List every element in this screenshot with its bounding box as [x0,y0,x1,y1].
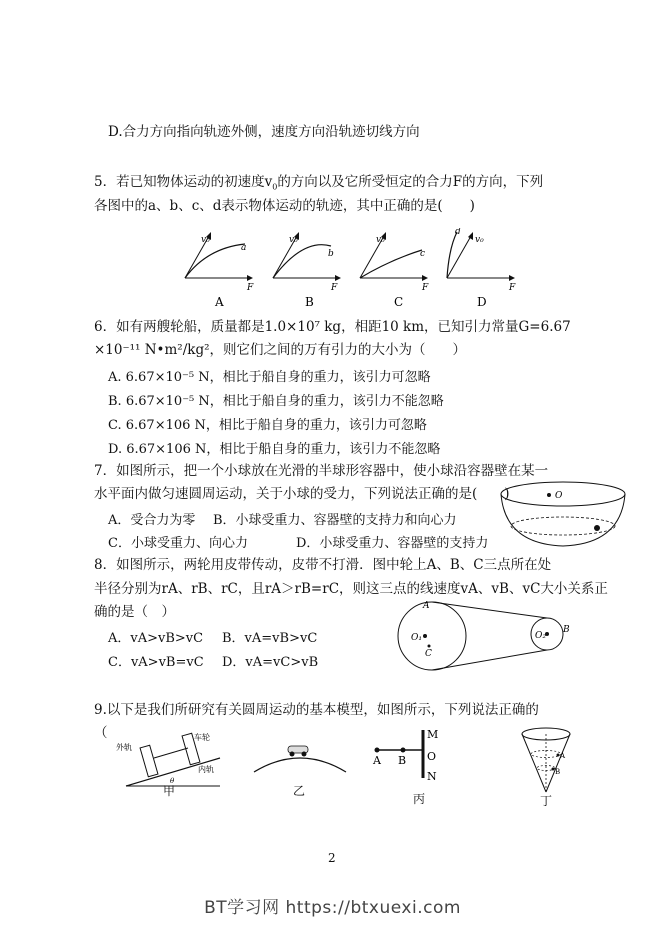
q8-line2: 半径分别为rA、rB、rC，且rA＞rB=rC，则这三点的线速度vA、vB、vC大小关系正 [94,581,608,597]
q5-fig-b [273,232,341,309]
q5-line1: 5．若已知物体运动的初速度$v_0$的方向以及它所受恒定的合力F的方向，下列 [94,174,544,192]
q9-line2: （ [94,725,108,741]
q9-fig-ding [518,724,574,796]
q6-line2: ×10⁻¹¹ N•m²/kg²，则它们之间的万有引力的大小为（ ） [94,342,467,358]
q5-fig-a-v: v₀ [201,235,210,245]
q9-bing-m: M [427,728,439,741]
q5-fig-a-f: F [247,283,254,293]
q8-fig-c: C [425,649,432,659]
q6-option-c: C. 6.67×106 N，相比于船自身的重力，该引力可忽略 [108,418,427,433]
q9-bing-n: N [427,770,437,783]
q8-option-b: B．vA=vB>vC [222,631,318,646]
q9-bing-a: A [373,754,381,767]
q7-fig-o: O [555,491,563,501]
q6-option-d: D. 6.67×106 N，相比于船自身的重力，该引力不能忽略 [108,442,441,457]
q8-belt-figure [395,598,570,676]
q7-hemisphere-figure [497,478,629,550]
q5-fig-d-f: F [509,283,516,293]
q9-bing-o: O [427,750,437,763]
q9-line1: 9.以下是我们所研究有关圆周运动的基本模型，如图所示，下列说法正确的 [94,702,539,718]
q5-fig-c-v: v₀ [376,235,385,245]
q5-fig-c [360,232,429,309]
q8-fig-o2: O₂ [535,631,546,641]
q5-figures [175,228,530,310]
q9-jia-outer: 外轨 [116,743,132,752]
q9-jia-theta: θ [170,777,175,785]
q9-yi-caption: 乙 [293,784,306,798]
q5-fig-d-v: v₀ [475,235,484,245]
q5-fig-b-curve: b [328,249,334,259]
page-number: 2 [328,851,336,865]
q9-ding-b: B [555,768,561,776]
q7-option-d: D．小球受重力、容器壁的支持力 [296,536,489,551]
q9-bing-b: B [398,754,407,767]
q9-ding-caption: 丁 [540,794,553,808]
q9-jia-caption: 甲 [163,784,176,798]
q5-fig-c-f: F [422,283,429,293]
q8-option-c: C．vA>vB=vC [108,655,204,670]
q8-option-a: A．vA>vB>vC [108,631,204,646]
q5-fig-b-v: v₀ [289,235,298,245]
q7-line2: 水平面内做匀速圆周运动，关于小球的受力，下列说法正确的是( ) [94,486,510,502]
q8-line3: 确的是（ ） [94,604,175,620]
q9-fig-yi [250,736,350,776]
q8-fig-b: B [563,625,570,635]
q6-option-a: A. 6.67×10⁻⁵ N，相比于船自身的重力，该引力可忽略 [108,370,431,385]
site-footer: BT学习网 https://btxuexi.com [204,898,461,918]
q9-jia-wheel: 车轮 [194,733,210,742]
q5-fig-c-curve: c [420,249,426,259]
q5-fig-b-f: F [331,283,338,293]
q9-ding-a: A [560,752,566,760]
q9-jia-inner: 内轨 [198,765,214,774]
q6-line1: 6．如有两艘轮船，质量都是1.0×10⁷ kg，相距10 km，已知引力常量G=6.67 [94,319,571,335]
q8-fig-a: A [423,601,430,611]
q7-option-b: B．小球受重力、容器壁的支持力和向心力 [213,513,457,528]
q6-option-b: B. 6.67×10⁻⁵ N，相比于船自身的重力，该引力不能忽略 [108,394,444,409]
q4-option-d: D.合力方向指向轨迹外侧，速度方向沿轨迹切线方向 [108,124,420,140]
q5-fig-d-letter: D [477,295,487,309]
q5-fig-a [185,232,254,309]
q5-fig-d-curve: d [455,228,461,237]
q8-fig-o1: O₁ [411,633,422,643]
q7-option-c: C．小球受重力、向心力 [108,536,248,551]
q5-fig-a-letter: A [215,295,224,309]
q5-line2: 各图中的a、b、c、d表示物体运动的轨迹，其中正确的是( ) [94,198,475,214]
q7-line1: 7．如图所示，把一个小球放在光滑的半球形容器中，使小球沿容器壁在某一 [94,463,549,479]
q7-option-a: A．受合力为零 [108,513,196,528]
q9-fig-bing [365,726,445,786]
q9-bing-caption: 丙 [413,792,426,806]
q5-fig-d [447,228,516,309]
q8-option-d: D．vA=vC>vB [222,655,319,670]
q5-fig-c-letter: C [394,295,404,309]
q5-fig-b-letter: B [305,295,314,309]
q5-fig-a-curve: a [241,243,247,253]
q8-line1: 8．如图所示，两轮用皮带传动，皮带不打滑．图中轮上A、B、C三点所在处 [94,557,552,573]
